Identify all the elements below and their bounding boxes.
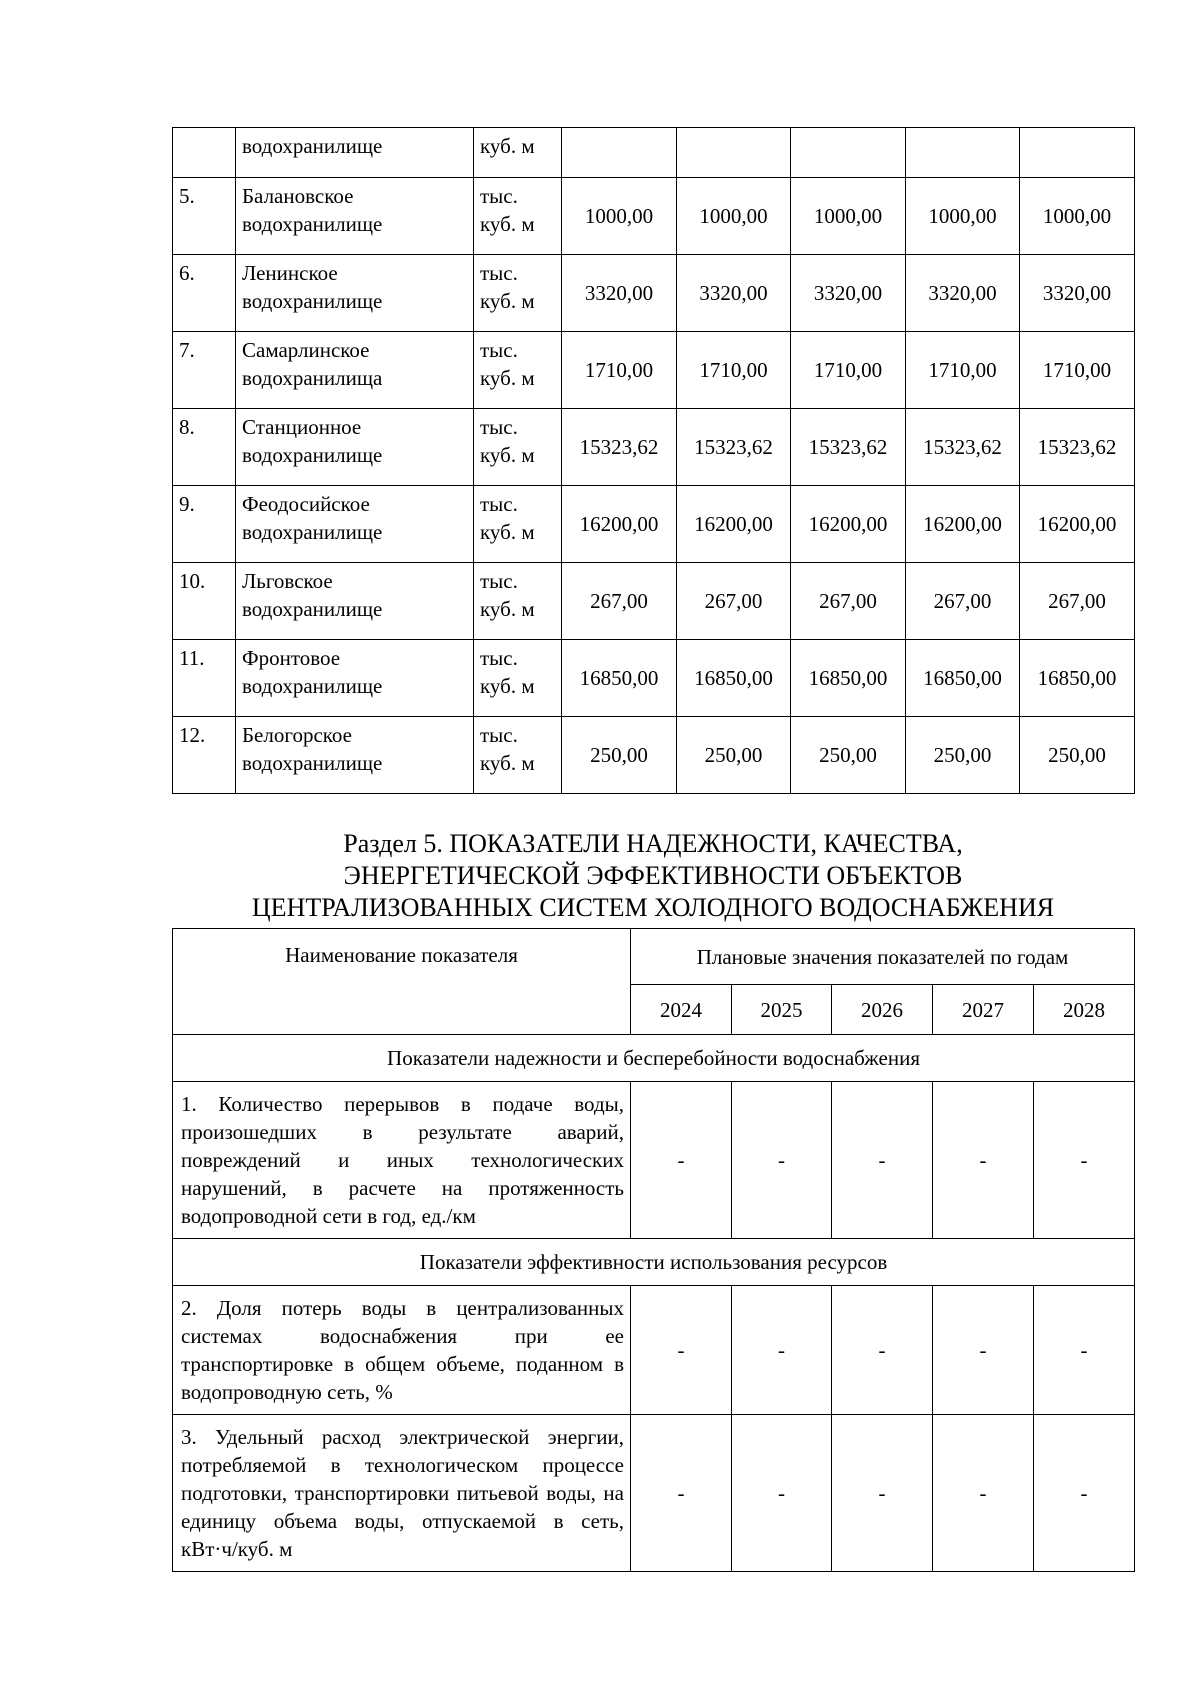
table-header-row bbox=[173, 929, 1135, 985]
reservoir-name-line: Белогорское bbox=[242, 723, 352, 747]
value-cell: 16850,00 bbox=[562, 640, 677, 717]
value-cell: 1710,00 bbox=[562, 332, 677, 409]
row-number-cell: 5. bbox=[173, 178, 236, 255]
value-cell: 250,00 bbox=[1020, 717, 1135, 794]
reservoir-name-line: водохранилища bbox=[242, 366, 383, 390]
unit-line: тыс. bbox=[480, 723, 518, 747]
reservoir-name-cell bbox=[236, 563, 474, 640]
reservoir-name-line: водохранилище bbox=[242, 289, 383, 313]
value-cell: 16850,00 bbox=[677, 640, 791, 717]
value-cell: 15323,62 bbox=[791, 409, 906, 486]
reservoir-volumes-table bbox=[172, 127, 1135, 794]
unit-cell bbox=[474, 640, 562, 717]
row-number-cell: 7. bbox=[173, 332, 236, 409]
row-number-cell: 9. bbox=[173, 486, 236, 563]
reservoir-name-line: Феодосийское bbox=[242, 492, 370, 516]
row-number-cell: 8. bbox=[173, 409, 236, 486]
row-number-cell: 12. bbox=[173, 717, 236, 794]
value-cell: 16850,00 bbox=[1020, 640, 1135, 717]
year-header: 2027 bbox=[933, 985, 1034, 1035]
indicator-name: 1. Количество перерывов в подаче воды, произошедших в результате аварий, повреждений и иных технологических нарушений, в расчете на протяженность водопроводной сети в год, ед./км bbox=[173, 1082, 631, 1239]
unit-line: куб. м bbox=[480, 751, 535, 775]
indicator-name-header: Наименование показателя bbox=[173, 929, 631, 1035]
value-cell: 1710,00 bbox=[906, 332, 1020, 409]
value-cell bbox=[677, 128, 791, 178]
table-row bbox=[173, 178, 1135, 255]
reservoir-name-line: Фронтовое bbox=[242, 646, 341, 670]
value-cell: 267,00 bbox=[562, 563, 677, 640]
section-5-heading bbox=[172, 828, 1134, 924]
section-title-line: Раздел 5. ПОКАЗАТЕЛИ НАДЕЖНОСТИ, КАЧЕСТВА, bbox=[343, 829, 963, 858]
reservoir-name-cell bbox=[236, 486, 474, 563]
table-row bbox=[173, 128, 1135, 178]
value-cell bbox=[1020, 128, 1135, 178]
value-cell: 267,00 bbox=[677, 563, 791, 640]
reservoir-name-line: Льговское bbox=[242, 569, 333, 593]
reservoir-name-cell bbox=[236, 409, 474, 486]
value-cell: 267,00 bbox=[1020, 563, 1135, 640]
unit-line: тыс. bbox=[480, 492, 518, 516]
reservoir-name-line: водохранилище bbox=[242, 674, 383, 698]
reservoir-name-line: Станционное bbox=[242, 415, 362, 439]
value-cell: 1000,00 bbox=[791, 178, 906, 255]
reservoir-name-cell bbox=[236, 255, 474, 332]
reservoir-name-line: Ленинское bbox=[242, 261, 338, 285]
unit-line: куб. м bbox=[480, 443, 535, 467]
value-cell bbox=[562, 128, 677, 178]
value-cell: 16850,00 bbox=[791, 640, 906, 717]
indicator-row bbox=[173, 1415, 1135, 1572]
row-number-cell bbox=[173, 128, 236, 178]
reservoir-name-line: водохранилище bbox=[242, 597, 383, 621]
value-cell: 267,00 bbox=[906, 563, 1020, 640]
year-header: 2026 bbox=[832, 985, 933, 1035]
value-cell bbox=[791, 128, 906, 178]
reservoir-name-cell: водохранилище bbox=[236, 128, 474, 178]
unit-cell bbox=[474, 178, 562, 255]
value-cell: 250,00 bbox=[677, 717, 791, 794]
value-cell: 3320,00 bbox=[791, 255, 906, 332]
unit-cell: куб. м bbox=[474, 128, 562, 178]
reservoir-name-line: водохранилище bbox=[242, 751, 383, 775]
value-cell: 16200,00 bbox=[791, 486, 906, 563]
year-header: 2025 bbox=[732, 985, 832, 1035]
value-cell: 15323,62 bbox=[562, 409, 677, 486]
unit-line: тыс. bbox=[480, 415, 518, 439]
group-row bbox=[173, 1035, 1135, 1082]
value-cell: 1710,00 bbox=[1020, 332, 1135, 409]
reservoir-name-line: водохранилище bbox=[242, 443, 383, 467]
reservoir-name-line: Самарлинское bbox=[242, 338, 370, 362]
unit-line: тыс. bbox=[480, 646, 518, 670]
value-cell: 15323,62 bbox=[906, 409, 1020, 486]
reservoir-name-cell bbox=[236, 332, 474, 409]
indicator-name: 2. Доля потерь воды в централизованных системах водоснабжения при ее транспортировке в общем объеме, поданном в водопроводную сеть, % bbox=[173, 1286, 631, 1415]
row-number-cell: 10. bbox=[173, 563, 236, 640]
unit-cell bbox=[474, 563, 562, 640]
indicators-table bbox=[172, 928, 1135, 1572]
reservoir-name-cell bbox=[236, 178, 474, 255]
unit-cell bbox=[474, 717, 562, 794]
row-number-cell: 6. bbox=[173, 255, 236, 332]
table-row bbox=[173, 640, 1135, 717]
unit-line: куб. м bbox=[480, 212, 535, 236]
value-cell: 16200,00 bbox=[677, 486, 791, 563]
unit-line: тыс. bbox=[480, 184, 518, 208]
indicator-value: - bbox=[631, 1082, 732, 1239]
unit-cell bbox=[474, 255, 562, 332]
year-header: 2028 bbox=[1034, 985, 1135, 1035]
value-cell: 1000,00 bbox=[906, 178, 1020, 255]
row-number-cell: 11. bbox=[173, 640, 236, 717]
reservoir-name-cell bbox=[236, 640, 474, 717]
value-cell: 16200,00 bbox=[906, 486, 1020, 563]
indicator-value: - bbox=[631, 1286, 732, 1415]
reservoir-name-line: Балановское bbox=[242, 184, 354, 208]
value-cell: 15323,62 bbox=[1020, 409, 1135, 486]
indicator-value: - bbox=[832, 1415, 933, 1572]
value-cell: 16850,00 bbox=[906, 640, 1020, 717]
indicator-row bbox=[173, 1082, 1135, 1239]
indicator-value: - bbox=[933, 1415, 1034, 1572]
unit-cell bbox=[474, 409, 562, 486]
unit-line: куб. м bbox=[480, 597, 535, 621]
indicator-value: - bbox=[1034, 1082, 1135, 1239]
indicator-value: - bbox=[1034, 1286, 1135, 1415]
group-row bbox=[173, 1239, 1135, 1286]
unit-line: куб. м bbox=[480, 289, 535, 313]
section-title-line: ЭНЕРГЕТИЧЕСКОЙ ЭФФЕКТИВНОСТИ ОБЪЕКТОВ bbox=[343, 861, 963, 890]
indicator-name: 3. Удельный расход электрической энергии, потребляемой в технологическом процессе подготовки, транспортировки питьевой воды, на единицу объема воды, отпускаемой в сеть, кВт·ч/куб. м bbox=[173, 1415, 631, 1572]
value-cell bbox=[906, 128, 1020, 178]
group-title: Показатели надежности и бесперебойности водоснабжения bbox=[173, 1035, 1135, 1082]
indicator-value: - bbox=[732, 1415, 832, 1572]
value-cell: 3320,00 bbox=[1020, 255, 1135, 332]
indicator-value: - bbox=[631, 1415, 732, 1572]
indicator-value: - bbox=[832, 1082, 933, 1239]
reservoir-name-line: водохранилище bbox=[242, 520, 383, 544]
table-row bbox=[173, 255, 1135, 332]
value-cell: 1710,00 bbox=[677, 332, 791, 409]
value-cell: 1000,00 bbox=[677, 178, 791, 255]
year-header: 2024 bbox=[631, 985, 732, 1035]
indicator-value: - bbox=[1034, 1415, 1135, 1572]
value-cell: 3320,00 bbox=[906, 255, 1020, 332]
table-row bbox=[173, 409, 1135, 486]
unit-cell bbox=[474, 486, 562, 563]
indicator-value: - bbox=[832, 1286, 933, 1415]
unit-cell bbox=[474, 332, 562, 409]
reservoir-name-line: водохранилище bbox=[242, 212, 383, 236]
value-cell: 250,00 bbox=[791, 717, 906, 794]
plan-values-header: Плановые значения показателей по годам bbox=[631, 929, 1135, 985]
indicator-row bbox=[173, 1286, 1135, 1415]
value-cell: 250,00 bbox=[906, 717, 1020, 794]
value-cell: 16200,00 bbox=[562, 486, 677, 563]
group-title: Показатели эффективности использования ресурсов bbox=[173, 1239, 1135, 1286]
table-row bbox=[173, 332, 1135, 409]
reservoir-name-cell bbox=[236, 717, 474, 794]
table-row bbox=[173, 486, 1135, 563]
value-cell: 15323,62 bbox=[677, 409, 791, 486]
value-cell: 1710,00 bbox=[791, 332, 906, 409]
table-row bbox=[173, 563, 1135, 640]
table-row bbox=[173, 717, 1135, 794]
value-cell: 16200,00 bbox=[1020, 486, 1135, 563]
indicator-value: - bbox=[933, 1082, 1034, 1239]
unit-line: куб. м bbox=[480, 366, 535, 390]
unit-line: тыс. bbox=[480, 569, 518, 593]
unit-line: куб. м bbox=[480, 674, 535, 698]
value-cell: 1000,00 bbox=[1020, 178, 1135, 255]
value-cell: 250,00 bbox=[562, 717, 677, 794]
unit-line: куб. м bbox=[480, 520, 535, 544]
unit-line: тыс. bbox=[480, 261, 518, 285]
value-cell: 1000,00 bbox=[562, 178, 677, 255]
section-title-line: ЦЕНТРАЛИЗОВАННЫХ СИСТЕМ ХОЛОДНОГО ВОДОСНАБЖЕНИЯ bbox=[251, 893, 1055, 922]
indicator-value: - bbox=[732, 1286, 832, 1415]
indicator-value: - bbox=[933, 1286, 1034, 1415]
value-cell: 267,00 bbox=[791, 563, 906, 640]
value-cell: 3320,00 bbox=[562, 255, 677, 332]
indicator-value: - bbox=[732, 1082, 832, 1239]
value-cell: 3320,00 bbox=[677, 255, 791, 332]
unit-line: тыс. bbox=[480, 338, 518, 362]
